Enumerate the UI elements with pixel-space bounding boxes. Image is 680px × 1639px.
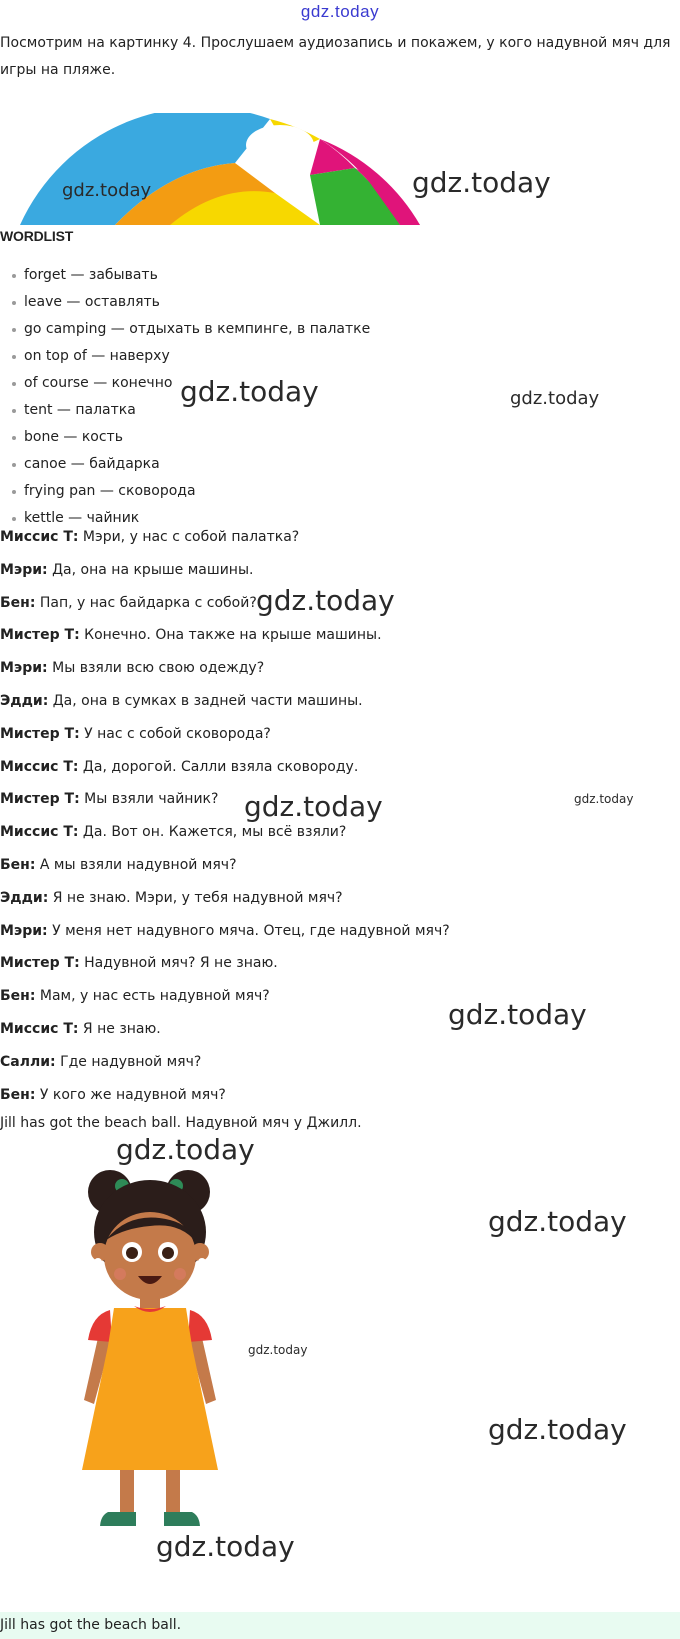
dialogue-line: Мэри: У меня нет надувного мяча. Отец, где надувной мяч? — [0, 922, 450, 939]
list-item: bone — кость — [10, 424, 370, 451]
list-item: of course — конечно — [10, 370, 370, 397]
watermark: gdz.today — [448, 998, 587, 1031]
wordlist-title: WORDLIST — [0, 228, 74, 244]
girl-illustration — [70, 1170, 230, 1540]
answer-box: Jill has got the beach ball. — [0, 1612, 680, 1639]
watermark: gdz.today — [412, 166, 551, 199]
watermark: gdz.today — [248, 1343, 308, 1357]
watermark: gdz.today — [62, 180, 152, 201]
dialogue-line: Мистер Т: Надувной мяч? Я не знаю. — [0, 955, 278, 972]
dialogue-line: Миссис Т: Да, дорогой. Салли взяла сковороду. — [0, 758, 359, 775]
watermark: gdz.today — [256, 584, 395, 617]
dialogue-line: Мэри: Да, она на крыше машины. — [0, 561, 254, 578]
list-item: on top of — наверху — [10, 343, 370, 370]
dialogue-line: Бен: Пап, у нас байдарка с собой? — [0, 594, 257, 611]
dialogue-line: Бен: А мы взяли надувной мяч? — [0, 856, 237, 873]
dialogue-line: Эдди: Я не знаю. Мэри, у тебя надувной мяч? — [0, 889, 343, 906]
watermark: gdz.today — [180, 375, 319, 408]
watermark: gdz.today — [488, 1413, 627, 1446]
list-item: go camping — отдыхать в кемпинге, в палатке — [10, 316, 370, 343]
watermark: gdz.today — [156, 1530, 295, 1563]
dialogue-line: Мистер Т: У нас с собой сковорода? — [0, 725, 271, 742]
watermark: gdz.today — [574, 792, 634, 806]
watermark: gdz.today — [510, 388, 600, 409]
watermark: gdz.today — [244, 790, 383, 823]
beach-ball-image — [20, 113, 420, 225]
list-item: tent — палатка — [10, 397, 370, 424]
intro-text: Посмотрим на картинку 4. Прослушаем аудиозапись и покажем, у кого надувной мяч для игры на пляже. — [0, 35, 671, 78]
dialogue-line: Бен: Мам, у нас есть надувной мяч? — [0, 988, 270, 1005]
answer-text: Jill has got the beach ball. Надувной мяч у Джилл. — [0, 1115, 362, 1131]
dialogue-line: Эдди: Да, она в сумках в задней части машины. — [0, 692, 363, 709]
dialogue-line: Мистер Т: Мы взяли чайник? — [0, 791, 219, 808]
watermark: gdz.today — [116, 1133, 255, 1166]
list-item: canoe — байдарка — [10, 451, 370, 478]
dialogue-line: Салли: Где надувной мяч? — [0, 1053, 202, 1070]
watermark: gdz.today — [488, 1205, 627, 1238]
site-logo[interactable]: gdz.today — [300, 2, 380, 21]
dialogue-line: Бен: У кого же надувной мяч? — [0, 1086, 226, 1103]
dialogue-line: Миссис Т: Я не знаю. — [0, 1020, 161, 1037]
dialogue-line: Мистер Т: Конечно. Она также на крыше машины. — [0, 627, 382, 644]
dialogue-line: Миссис Т: Да. Вот он. Кажется, мы всё взяли? — [0, 824, 347, 841]
dialogue-line: Миссис Т: Мэри, у нас с собой палатка? — [0, 529, 300, 545]
list-item: frying pan — сковорода — [10, 478, 370, 505]
dialogue-line: Мэри: Мы взяли всю свою одежду? — [0, 660, 265, 677]
list-item: kettle — чайник — [10, 505, 370, 532]
list-item: forget — забывать — [10, 262, 370, 289]
list-item: leave — оставлять — [10, 289, 370, 316]
